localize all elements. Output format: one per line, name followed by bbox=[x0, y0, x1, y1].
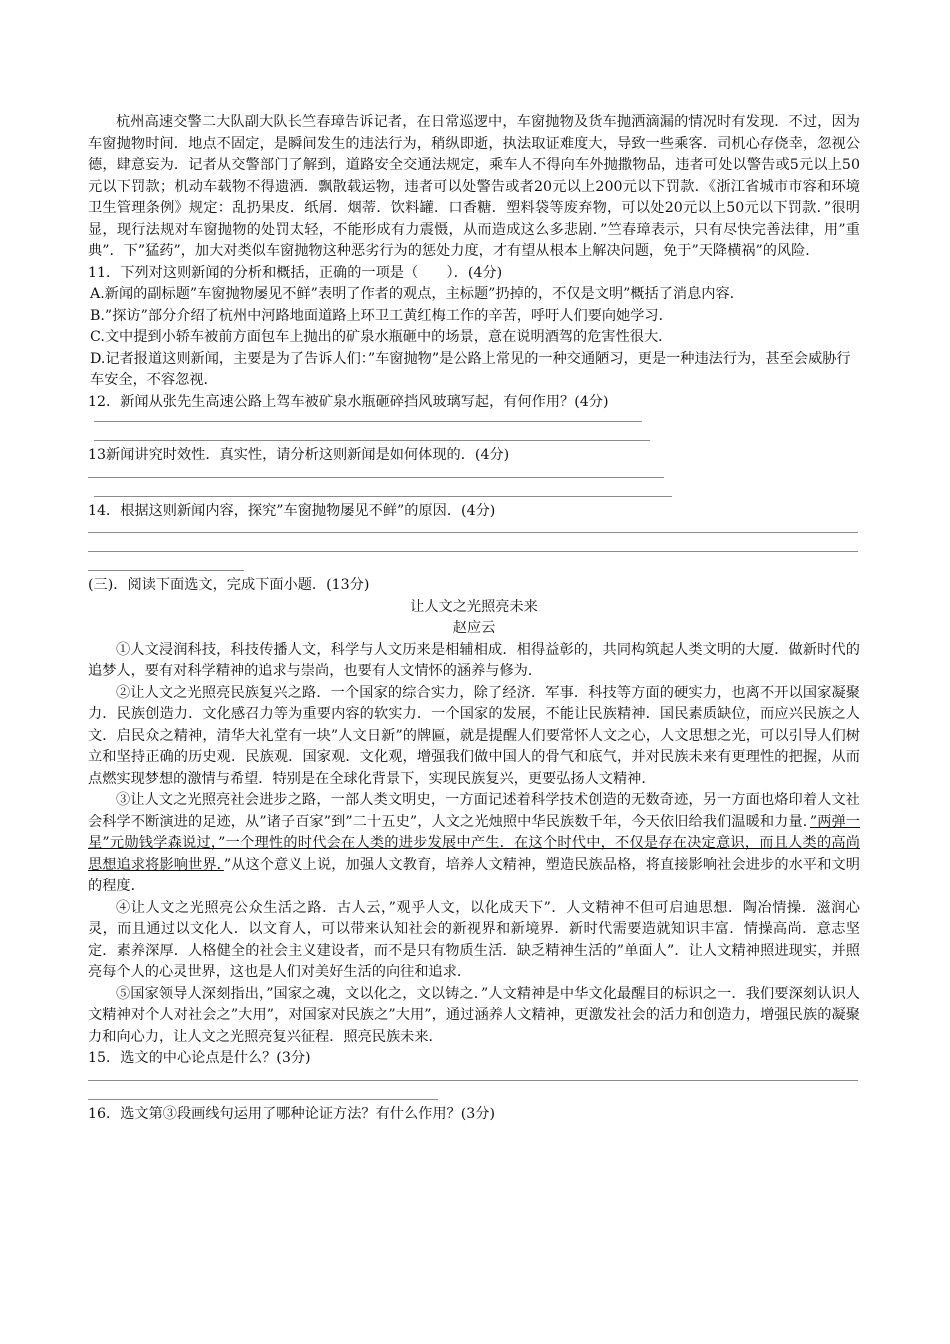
answer-line[interactable] bbox=[88, 1099, 438, 1100]
answer-line[interactable] bbox=[94, 496, 672, 497]
section-3-heading: (三)．阅读下面选文，完成下面小题．(13分) bbox=[88, 577, 370, 593]
exam-page bbox=[88, 112, 860, 1125]
question-13-stem: 13新闻讲究时效性．真实性，请分析这则新闻是如何体现的．(4分) bbox=[88, 447, 510, 463]
article-author: 赵应云 bbox=[452, 620, 496, 636]
article-paragraph-3 bbox=[88, 790, 860, 898]
question-11-option-c[interactable]: C.文中提到小轿车被前方面包车上抛出的矿泉水瓶砸中的场景，意在说明酒驾的危害性很大． bbox=[90, 329, 673, 345]
article-paragraph-4: ④让人文之光照亮公众生活之路．古人云，”观乎人文，以化成天下”．人文精神不但可启迪思想．陶冶情操．滋润心灵，而且通过以文化人．以文育人，可以带来认知社会的新视界和新境界．新时代需要造就知识丰富．情操高尚．意志坚定．素养深厚．人格健全的社会主义建设者，而不是只有物质生活．缺乏精神生活的”单面人”．让人文精神照进现实，并照亮每个人的心灵世界，这也是人们对美好生活的向往和追求． bbox=[88, 899, 860, 980]
underlined-sentence: ”两弹一星”元勋钱学森说过，”一个理性的时代会在人类的进步发展中产生．在这个时代中，不仅是存在决定意识，而且人类的高尚思想追求将影响世界． bbox=[88, 813, 860, 873]
question-16-stem: 16．选文第③段画线句运用了哪种论证方法？有什么作用？(3分) bbox=[88, 1105, 496, 1122]
question-11-option-d[interactable]: D.记者报道这则新闻，主要是为了告诉人们：”车窗抛物”是公路上常见的一种交通陋习，更是一种违法行为，甚至会威胁行车安全，不容忽视． bbox=[90, 350, 851, 388]
news-paragraph: 杭州高速交警二大队副大队长竺春璋告诉记者，在日常巡逻中，车窗抛物及货车抛洒滴漏的情况时有发现．不过，因为车窗抛物时间．地点不固定，是瞬间发生的违法行为，稍纵即逝，执法取证难度大，导致一些乘客．司机心存侥幸，忽视公德，肆意妄为．记者从交警部门了解到，道路安全交通法规定，乘车人不得向车外抛撒物品，违者可处以警告或5元以上50元以下罚款；机动车载物不得遗洒．飘散载运物，违者可以处警告或者20元以上200元以下罚款．《浙江省城市市容和环境卫生管理条例》规定：乱扔果皮．纸屑．烟蒂．饮料罐．口香糖．塑料袋等废弃物，可以处20元以上50元以下罚款．”很明显，现行法规对车窗抛物的处罚太轻，不能形成有力震慑，从而造成这么多悲剧．”竺春璋表示，只有尽快完善法律，用”重典”．下”猛药”，加大对类似车窗抛物这种恶劣行为的惩处力度，才有望从根本上解决问题，免于”天降横祸”的风险． bbox=[88, 114, 860, 259]
question-15-stem: 15．选文的中心论点是什么？(3分) bbox=[88, 1050, 311, 1066]
paragraph-3-text: ③让人文之光照亮社会进步之路，一部人类文明史，一方面记述着科学技术创造的无数奇迹，另一方面也烙印着人文社会科学不断演进的足迹，从”诸子百家”到”二十五史”，人文之光烛照中华民族数千年，今天依旧给我们温暖和力量． bbox=[88, 792, 860, 830]
answer-line[interactable] bbox=[88, 570, 244, 571]
paragraph-3-tail: ”从这个意义上说，加强人文教育，培养人文精神，塑造民族品格，将直接影响社会进步的水平和文明的程度． bbox=[88, 856, 860, 894]
question-11-stem: 11．下列对这则新闻的分析和概括，正确的一项是（ ）．(4分) bbox=[88, 264, 503, 281]
question-12-stem: 12．新闻从张先生高速公路上驾车被矿泉水瓶砸碎挡风玻璃写起，有何作用？(4分) bbox=[88, 393, 609, 410]
article-paragraph-1: ①人文浸润科技，科技传播人文，科学与人文历来是相辅相成．相得益彰的，共同构筑起人类文明的大厦．做新时代的追梦人，要有对科学精神的追求与崇尚，也要有人文情怀的涵养与修为． bbox=[88, 641, 860, 679]
question-11-option-b[interactable]: B.”探访”部分介绍了杭州中河路地面道路上环卫工黄红梅工作的辛苦，呼吁人们要向她学习． bbox=[90, 307, 673, 324]
question-11-option-a[interactable]: A.新闻的副标题”车窗抛物屡见不鲜”表明了作者的观点，主标题”扔掉的，不仅是文明”概括了消息内容． bbox=[90, 286, 744, 302]
question-14-stem: 14．根据这则新闻内容，探究”车窗抛物屡见不鲜”的原因．(4分) bbox=[88, 502, 496, 519]
article-paragraph-2: ②让人文之光照亮民族复兴之路．一个国家的综合实力，除了经济．军事．科技等方面的硬实力，也离不开以国家凝聚力．民族创造力．文化感召力等为重要内容的软实力．一个国家的发展，不能让民族精神．国民素质缺位，而应兴民族之人文．启民众之精神，清华大礼堂有一块”人文日新”的牌匾，就是提醒人们要常怀人文之心，人文思想之光，可以引导人们树立和坚持正确的历史观．民族观．国家观．文化观，增强我们做中国人的骨气和底气，并对民族未来有更理性的把握，从而点燃实现梦想的激情与希望．特别是在全球化背景下，实现民族复兴，更要弘扬人文精神． bbox=[88, 684, 860, 787]
answer-line[interactable] bbox=[94, 440, 650, 441]
article-title: 让人文之光照亮未来 bbox=[410, 598, 538, 615]
article-paragraph-5: ⑤国家领导人深刻指出，”国家之魂，文以化之，文以铸之．”人文精神是中华文化最醒目的标识之一．我们要深刻认识人文精神对个人对社会之”大用”，对国家对民族之”大用”，通过涵养人文精神，更激发社会的活力和创造力，增强民族的凝聚力和向心力，让人文之光照亮复兴征程．照亮民族未来． bbox=[88, 985, 860, 1045]
